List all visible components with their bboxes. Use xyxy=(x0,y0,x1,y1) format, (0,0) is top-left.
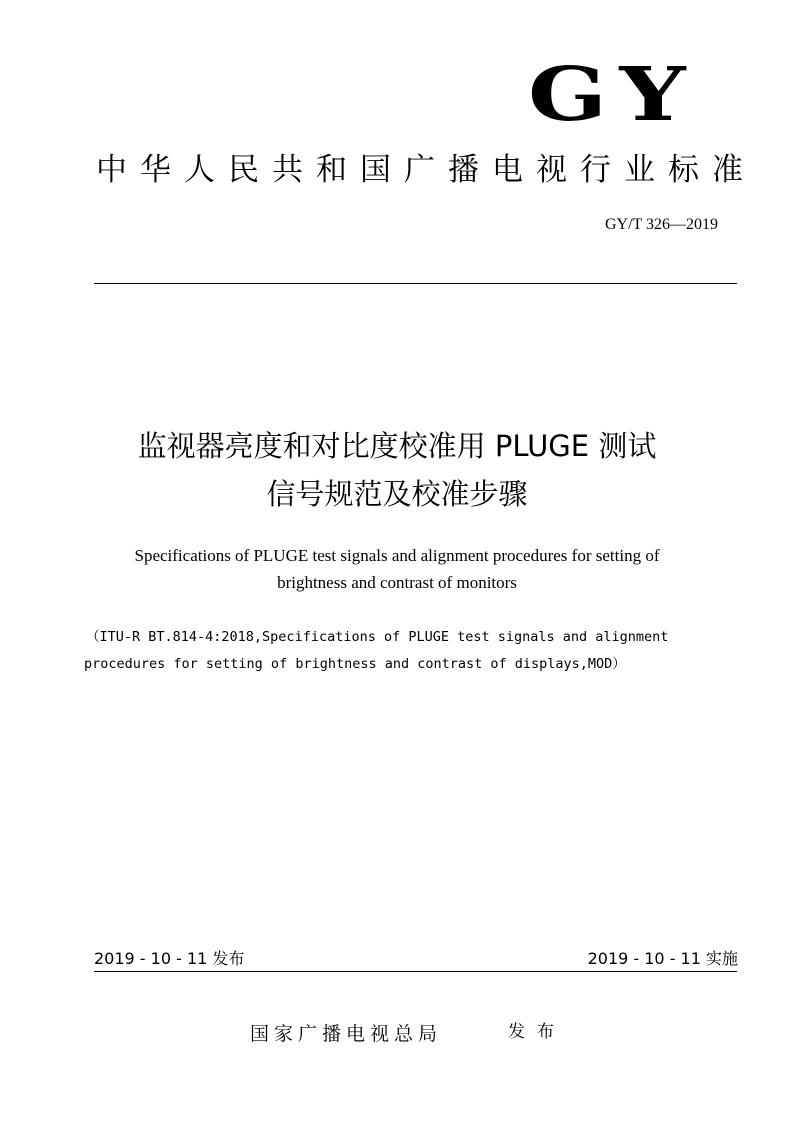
standard-category-title: 中华人民共和国广播电视行业标准 xyxy=(96,152,756,188)
date-divider xyxy=(94,971,737,972)
header-divider xyxy=(94,283,737,284)
english-title-line-2: brightness and contrast of monitors xyxy=(277,573,517,592)
reference-standard-line-1: （ITU-R BT.814-4:2018,Specifications of PLUGE test signals and alignment xyxy=(86,629,669,645)
publisher-name: 国家广播电视总局 xyxy=(250,1023,443,1045)
publish-label: 发布 xyxy=(508,1022,566,1042)
chinese-title-line-2: 信号规范及校准步骤 xyxy=(266,477,528,511)
standard-code: GY/T 326—2019 xyxy=(604,216,718,233)
english-title-line-1: Specifications of PLUGE test signals and alignment procedures for setting of xyxy=(134,546,660,565)
chinese-title-line-1: 监视器亮度和对比度校准用 PLUGE 测试 xyxy=(137,429,657,463)
effective-date: 2019 - 10 - 11 实施 xyxy=(587,949,738,968)
gy-logo: GY xyxy=(527,52,698,138)
issue-date: 2019 - 10 - 11 发布 xyxy=(94,949,245,968)
reference-standard-line-2: procedures for setting of brightness and contrast of displays,MOD） xyxy=(84,656,626,672)
